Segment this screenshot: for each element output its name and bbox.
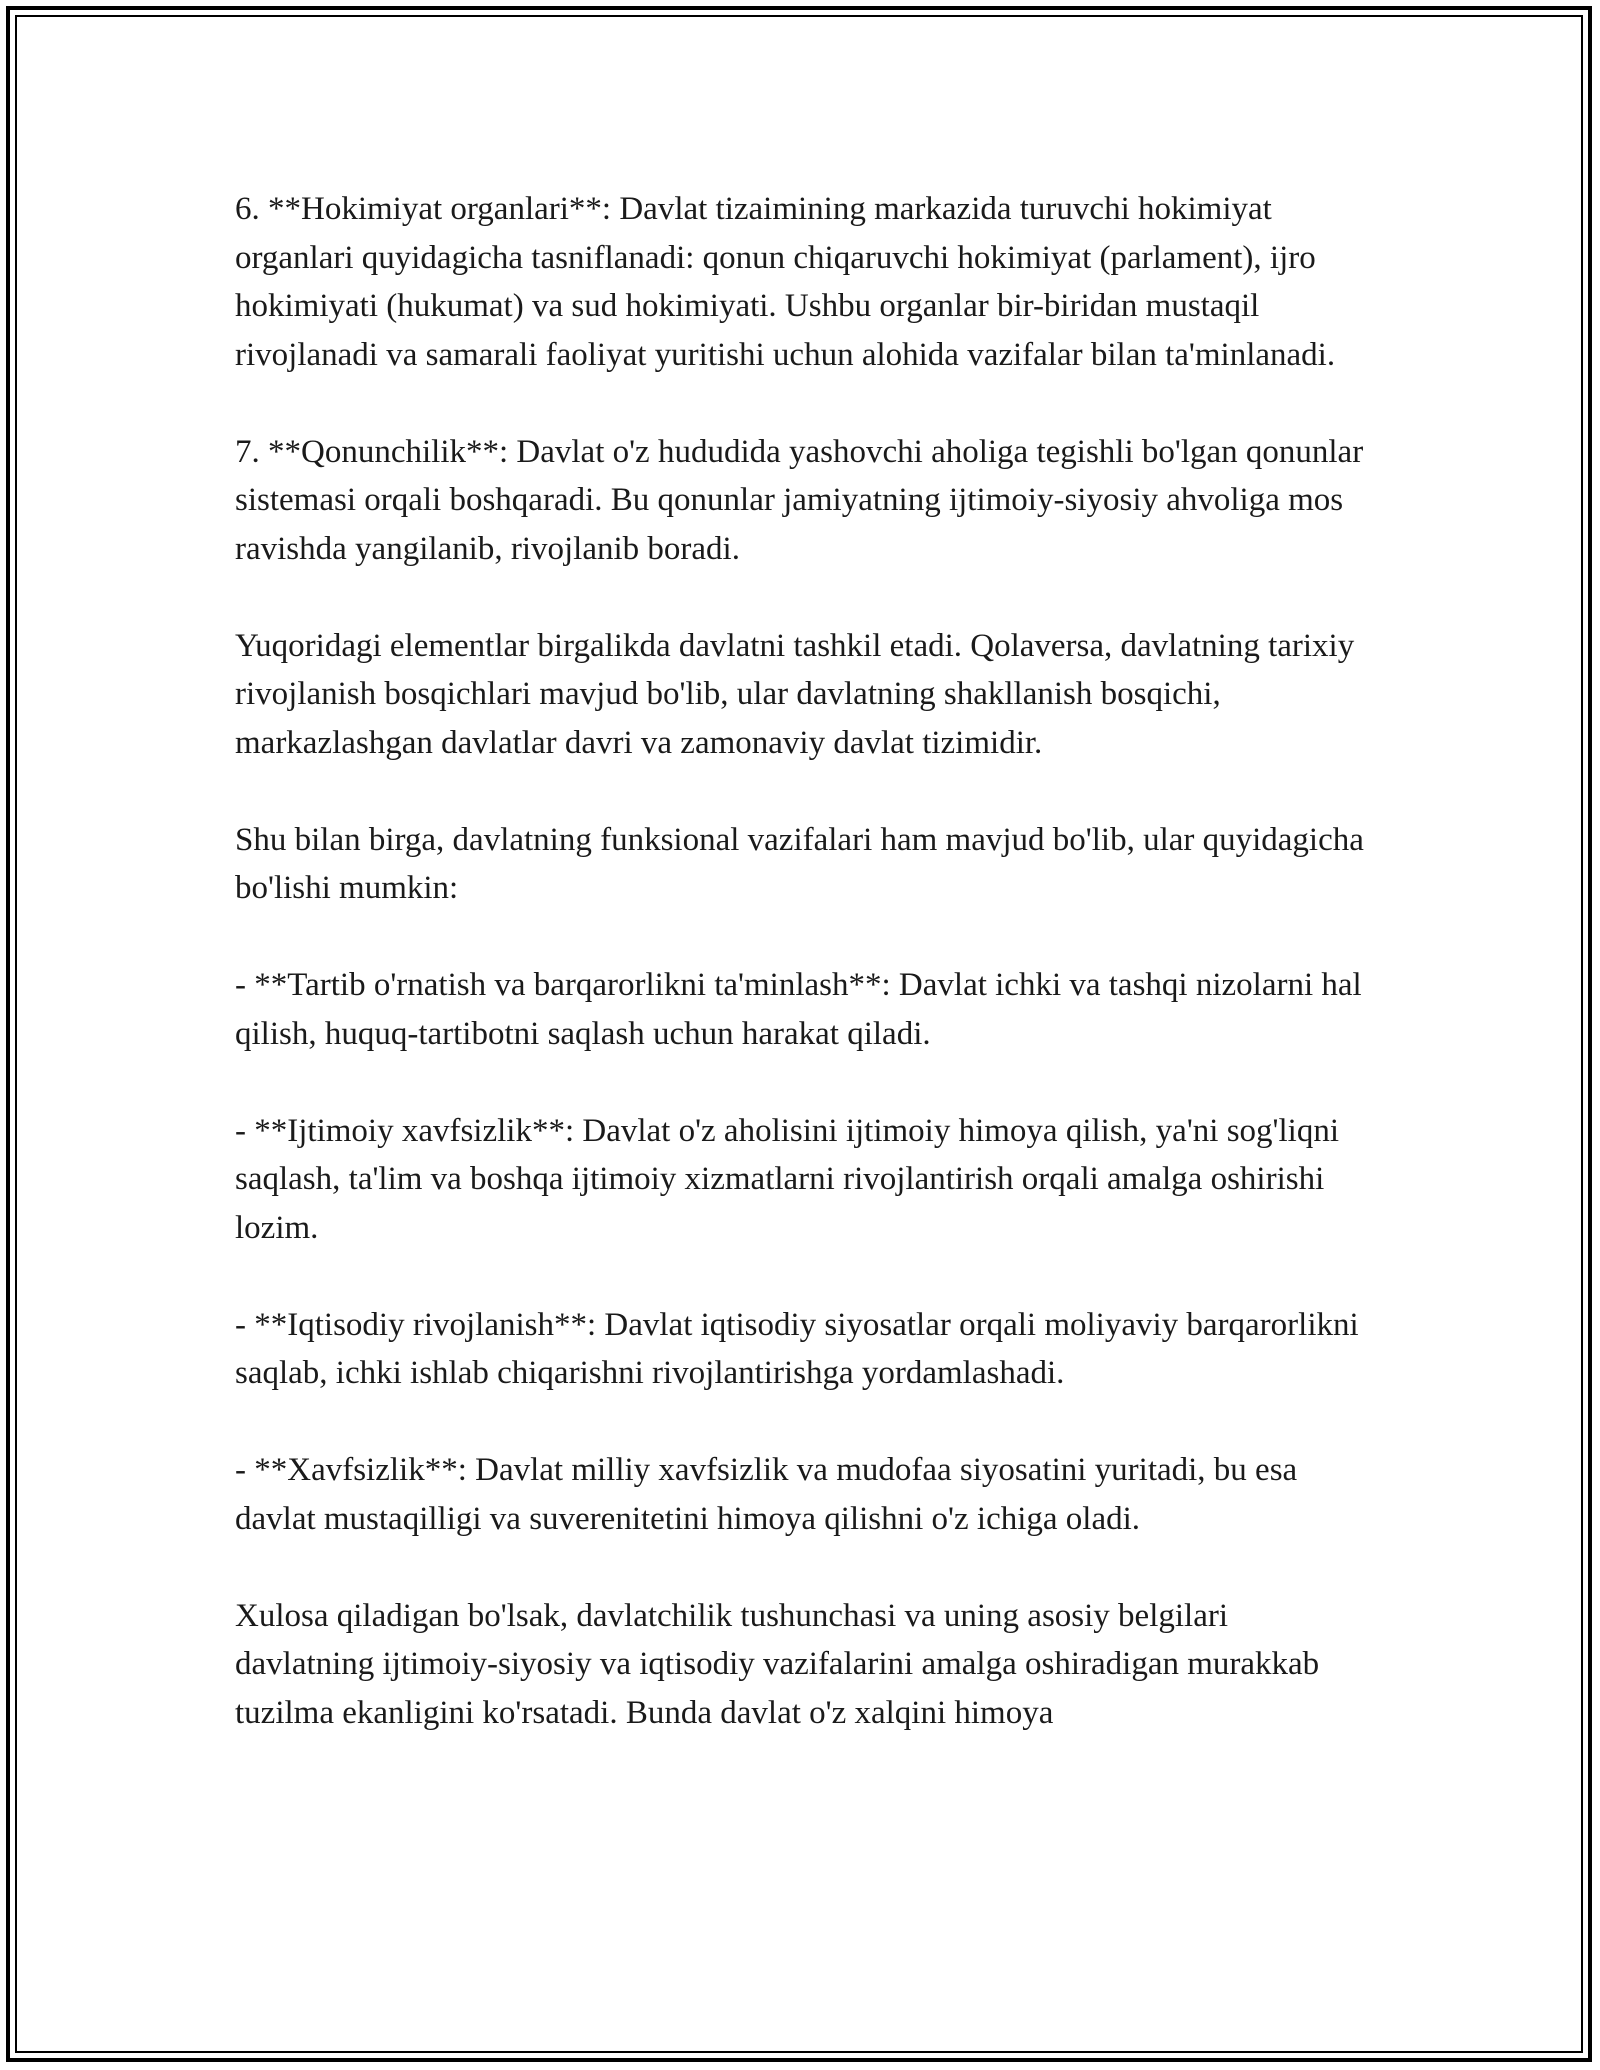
list-item-tartib: - **Tartib o'rnatish va barqarorlikni ta'minlash**: Davlat ichki va tashqi nizolarni hal qilish, huquq-tartibotni saqlash uchun harakat qiladi. (235, 967, 1362, 1052)
paragraph-funksional-vazifalar: Shu bilan birga, davlatning funksional vazifalari ham mavjud bo'lib, ular quyidagicha bo'lishi mumkin: (235, 821, 1364, 906)
paragraph-xulosa: Xulosa qiladigan bo'lsak, davlatchilik tushunchasi va uning asosiy belgilari davlatning ijtimoiy-siyosiy va iqtisodiy vazifalarini amalga oshiradigan murakkab tuzilma ekanligini ko'rsatadi. Bunda davlat o'z xalqini himoya (235, 1597, 1320, 1731)
list-item-iqtisodiy-rivojlanish: - **Iqtisodiy rivojlanish**: Davlat iqtisodiy siyosatlar orqali moliyaviy barqarorlikni saqlab, ichki ishlab chiqarishni rivojlantirishga yordamlashadi. (235, 1306, 1359, 1391)
document-body (235, 185, 1375, 1737)
list-item-ijtimoiy-xavfsizlik: - **Ijtimoiy xavfsizlik**: Davlat o'z aholisini ijtimoiy himoya qilish, ya'ni sog'liqni saqlash, ta'lim va boshqa ijtimoiy xizmatlarni rivojlantirish orqali amalga oshirishi lozim. (235, 1112, 1339, 1246)
paragraph-qonunchilik: 7. **Qonunchilik**: Davlat o'z hududida yashovchi aholiga tegishli bo'lgan qonunlar sistemasi orqali boshqaradi. Bu qonunlar jamiyatning ijtimoiy-siyosiy ahvoliga mos ravishda yangilanib, rivojlanib boradi. (235, 433, 1364, 567)
paragraph-hokimiyat-organlari: 6. **Hokimiyat organlari**: Davlat tizaimining markazida turuvchi hokimiyat organlari quyidagicha tasniflanadi: qonun chiqaruvchi hokimiyat (parlament), ijro hokimiyati (hukumat) va sud hokimiyati. Ushbu organlar bir-biridan mustaqil rivojlanadi va samarali faoliyat yuritishi uchun alohida vazifalar bilan ta'minlanadi. (235, 191, 1336, 373)
list-item-xavfsizlik: - **Xavfsizlik**: Davlat milliy xavfsizlik va mudofaa siyosatini yuritadi, bu esa davlat mustaqilligi va suverenitetini himoya qilishni o'z ichiga oladi. (235, 1452, 1298, 1537)
paragraph-elementlar: Yuqoridagi elementlar birgalikda davlatni tashkil etadi. Qolaversa, davlatning tarixiy rivojlanish bosqichlari mavjud bo'lib, ular davlatning shakllanish bosqichi, markazlashgan davlatlar davri va zamonaviy davlat tizimidir. (235, 627, 1355, 761)
